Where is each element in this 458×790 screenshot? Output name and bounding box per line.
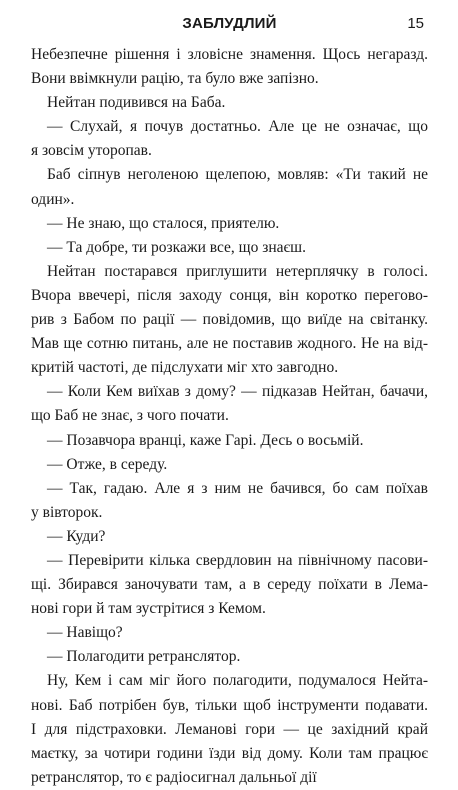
running-head [31, 15, 428, 37]
text-line: — Перевірити кілька свердловин на північному пасови- [47, 551, 428, 569]
text-line: я зовсім уторопав. [31, 142, 152, 160]
text-line: рив з Бабом по рації — повідомив, що виїде на світанку. [31, 311, 428, 329]
text-line: — Отже, в середу. [47, 455, 168, 473]
text-line: маєтку, за чотири години їзди від дому. Коли там працює [31, 744, 428, 762]
text-line: Вчора ввечері, після заходу сонця, він коротко перегово- [31, 286, 428, 304]
text-line: І для підстраховки. Леманові гори — це західний край [31, 720, 428, 738]
text-line: що Баб не знає, з чого почати. [31, 407, 229, 425]
text-line: Мав ще сотню питань, але не поставив жодного. Не на від- [31, 335, 428, 353]
text-line: — Так, гадаю. Але я з ним не бачився, бо сам поїхав [47, 479, 428, 497]
text-line: нові гори й там зустрітися з Кемом. [31, 600, 266, 618]
text-line: — Навіщо? [47, 624, 123, 642]
text-line: — Та добре, ти розкажи все, що знаєш. [47, 238, 306, 256]
text-line: — Коли Кем виїхав з дому? — підказав Нейтан, бачачи, [47, 383, 428, 401]
running-title: ЗАБЛУДЛИЙ [182, 15, 277, 32]
text-line: нові. Баб потрібен був, тільки щоб інструменти подавати. [31, 696, 428, 714]
text-line: — Не знаю, що сталося, приятелю. [47, 214, 280, 232]
text-line: Небезпечне рішення і зловісне знамення. Щось негаразд. [31, 46, 428, 63]
body-text [31, 43, 428, 790]
text-line: ретранслятор, то є радіосигнал дальньої дії [31, 768, 317, 786]
text-line: Вони ввімкнули рацію, та було вже запізно. [31, 70, 319, 88]
text-line: — Полагодити ретранслятор. [47, 648, 241, 666]
text-line: Баб сіпнув неголеною щелепою, мовляв: «Ти такий не [47, 166, 428, 184]
text-line: щі. Збирався заночувати там, а в середу поїхати в Лема- [31, 576, 428, 594]
text-line: критій частоті, де підслухати міг хто завгодно. [31, 359, 339, 377]
text-line: — Куди? [47, 527, 106, 545]
text-line: — Слухай, я почув достатньо. Але це не означає, що [47, 118, 428, 136]
text-line: Нейтан постарався приглушити нетерплячку в голосі. [47, 262, 428, 280]
text-line: Ну, Кем і сам міг його полагодити, подумалося Нейта- [47, 672, 428, 690]
page-number: 15 [407, 15, 424, 32]
text-line: — Позавчора вранці, каже Гарі. Десь о восьмій. [47, 431, 364, 449]
text-line: один». [31, 190, 75, 208]
text-line: у вівторок. [31, 503, 103, 521]
text-line: Нейтан подивився на Баба. [47, 94, 226, 112]
